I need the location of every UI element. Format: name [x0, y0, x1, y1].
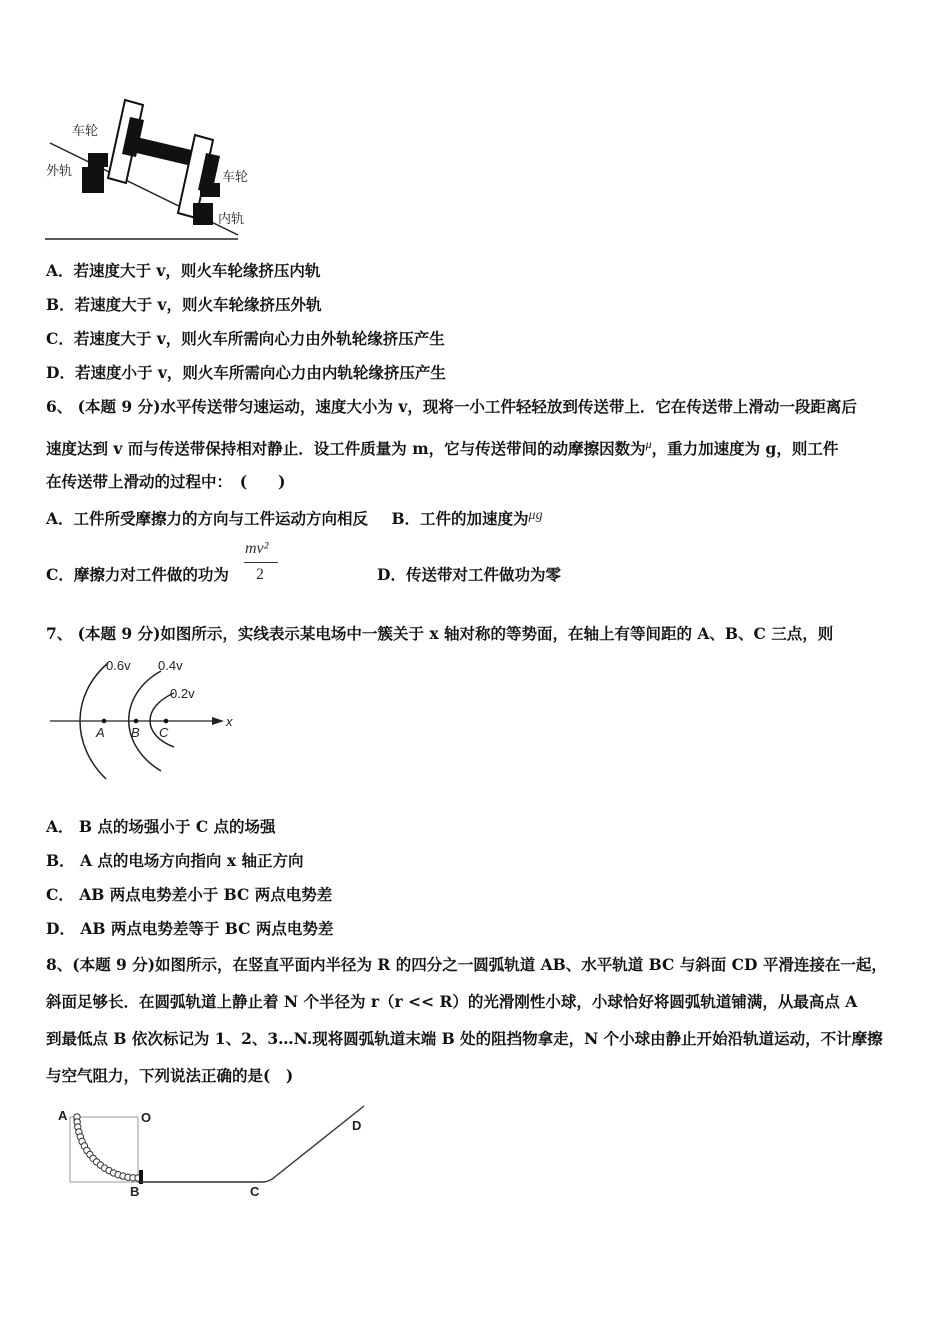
point-c-label: C: [159, 725, 169, 740]
q6-line-2: [46, 434, 838, 459]
potential-04-label: 0.4v: [158, 658, 183, 673]
point-c-track-label: C: [250, 1184, 260, 1199]
outer-rail-label: 外轨: [46, 163, 73, 178]
q5-option-a: A．若速度大于 v，则火车轮缘挤压内轨: [46, 261, 321, 280]
point-b-track-label: B: [130, 1184, 140, 1199]
q7-option-b: B． A 点的电场方向指向 x 轴正方向: [46, 851, 304, 870]
point-b: [134, 719, 139, 724]
q6-line-2a: 速度达到 v 而与传送带保持相对静止．设工件质量为 m，它与传送带间的动摩擦因数为: [46, 439, 646, 458]
fraction-bar: [244, 562, 278, 563]
mu-symbol: μ: [645, 437, 652, 451]
x-axis-label: x: [226, 714, 233, 729]
q5-option-b: B．若速度大于 v，则火车轮缘挤压外轨: [46, 295, 322, 314]
potential-06-label: 0.6v: [106, 658, 131, 673]
point-a-label: A: [96, 725, 105, 740]
fraction-numerator: mv²: [245, 540, 269, 557]
q7-line-1: 7、 (本题 9 分)如图所示，实线表示某电场中一簇关于 x 轴对称的等势面，在轴上有等间距的 A、B、C 三点，则: [46, 624, 834, 643]
point-a: [102, 719, 107, 724]
mu-g-symbol: μg: [528, 508, 543, 523]
q7-option-a: A． B 点的场强小于 C 点的场强: [46, 817, 276, 836]
q6-line-2b: ，重力加速度为 g，则工件: [651, 439, 839, 458]
q6-option-d: D．传送带对工件做功为零: [377, 565, 561, 584]
balls-group: [74, 1114, 141, 1181]
q6-line-3: 在传送带上滑动的过程中： ( ): [46, 472, 286, 491]
equipotential-figure: [46, 655, 246, 785]
q6-option-c: C．摩擦力对工件做的功为: [46, 565, 229, 584]
q6-option-b: B．工件的加速度为: [391, 509, 529, 528]
point-a-track-label: A: [58, 1108, 68, 1123]
fraction-denominator: 2: [256, 566, 264, 583]
q5-option-c: C．若速度大于 v，则火车所需向心力由外轨轮缘挤压产生: [46, 329, 445, 348]
q8-line-4: 与空气阻力，下列说法正确的是( ): [46, 1066, 294, 1085]
q6-options-ab: [46, 506, 543, 529]
wheel-top-label: 车轮: [72, 123, 99, 138]
q8-line-1: 8、(本题 9 分)如图所示，在竖直平面内半径为 R 的四分之一圆弧轨道 AB、水平轨道 BC 与斜面 CD 平滑连接在一起，: [46, 955, 887, 974]
inner-rail-label: 内轨: [218, 211, 245, 226]
potential-02-label: 0.2v: [170, 686, 195, 701]
point-o-label: O: [141, 1110, 152, 1125]
q5-option-d: D．若速度小于 v，则火车所需向心力由内轨轮缘挤压产生: [46, 363, 446, 382]
q6-option-a: A．工件所受摩擦力的方向与工件运动方向相反: [46, 509, 369, 528]
q8-line-2: 斜面足够长．在圆弧轨道上静止着 N 个半径为 r（r << R）的光滑刚性小球，小球恰好将圆弧轨道铺满，从最高点 A: [46, 992, 858, 1011]
train-wheel-figure: [40, 95, 260, 245]
q7-option-c: C． AB 两点电势差小于 BC 两点电势差: [46, 885, 333, 904]
point-d-track-label: D: [352, 1118, 362, 1133]
q6-line-1: 6、 (本题 9 分)水平传送带匀速运动，速度大小为 v，现将一小工件轻轻放到传送带上．它在传送带上滑动一段距离后: [46, 397, 857, 416]
q7-option-d: D． AB 两点电势差等于 BC 两点电势差: [46, 919, 334, 938]
q8-line-3: 到最低点 B 依次标记为 1、2、3…N.现将圆弧轨道末端 B 处的阻挡物拿走，N 个小球由静止开始沿轨道运动，不计摩擦: [46, 1029, 883, 1048]
wheel-bottom-label: 车轮: [222, 169, 249, 184]
track-figure: [50, 1100, 380, 1210]
point-c: [164, 719, 169, 724]
point-b-label: B: [131, 725, 140, 740]
